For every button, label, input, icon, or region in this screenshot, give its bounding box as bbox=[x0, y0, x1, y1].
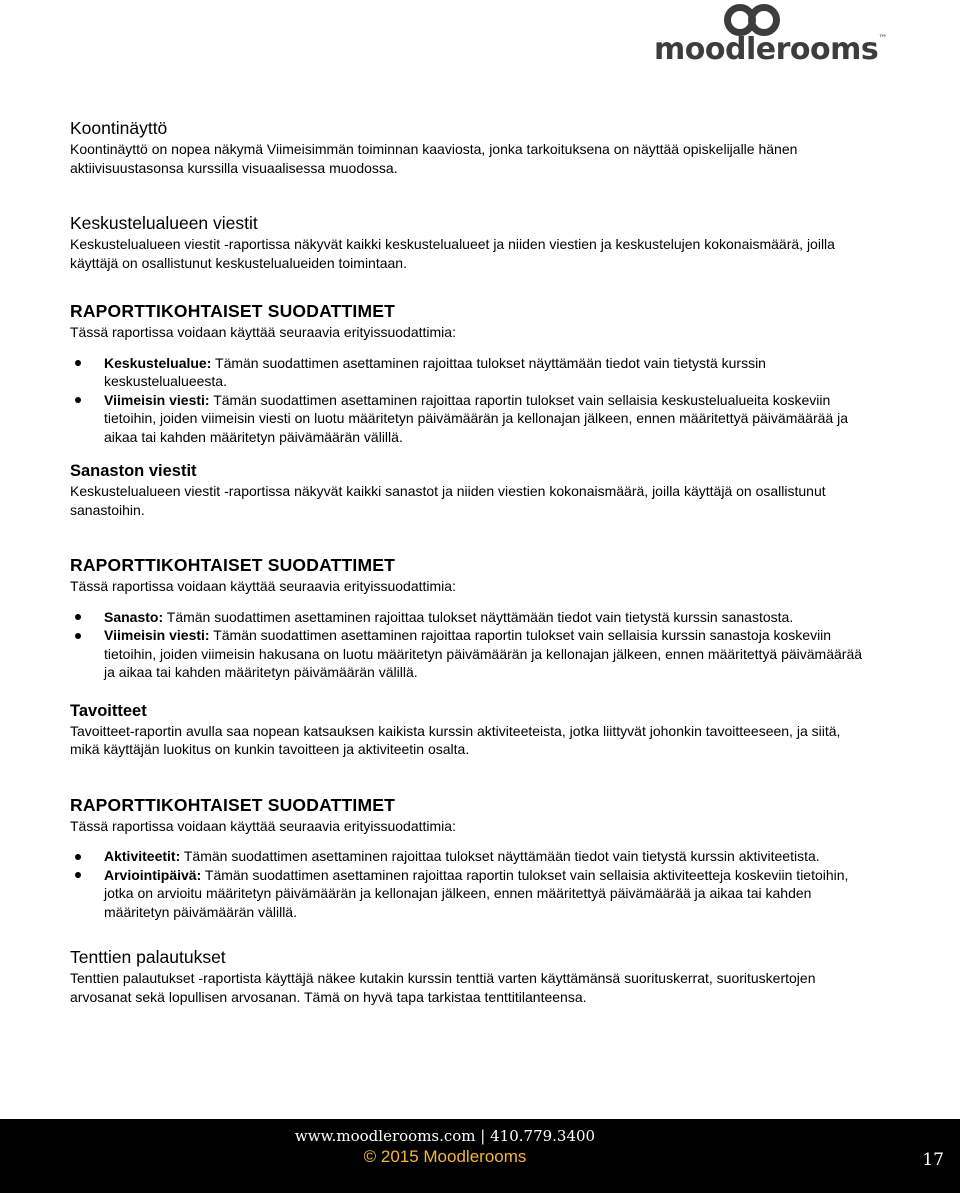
section-sanaston-viestit bbox=[70, 460, 870, 519]
section-keskustelualueen-viestit bbox=[70, 212, 870, 272]
filter-list bbox=[70, 354, 870, 447]
filter-term: Sanasto: bbox=[104, 608, 164, 625]
section-title: Sanaston viestit bbox=[70, 462, 197, 480]
filter-description: Tämän suodattimen asettaminen rajoittaa tulokset näyttämään tiedot vain tietystä kurssin keskustelualueesta. bbox=[104, 354, 766, 389]
filter-description: Tämän suodattimen asettaminen rajoittaa tulokset näyttämään tiedot vain tietystä kurssin aktiviteetista. bbox=[180, 848, 820, 864]
filter-description: Tämän suodattimen asettaminen rajoittaa raportin tulokset vain sellaisia aktiviteetteja koskeviin tietoihin, jotka on arvioitu määritetyn päivämäärän ja kellonajan jälkeen, ennen määritettyä päivämäärää ja aikaa tai kahden määritetyn päivämäärän välillä. bbox=[104, 866, 849, 920]
list-item bbox=[70, 354, 870, 391]
section-text: Tenttien palautukset -raportista käyttäjä näkee kutakin kurssin tenttiä varten käyttämänsä suorituskerrat, suorituskertojen arvosanat sekä lopullisen arvosanan. Tämä on hyvä tapa tarkistaa tenttitilanteensa. bbox=[70, 970, 816, 1005]
section-title: Tavoitteet bbox=[70, 701, 147, 720]
list-item bbox=[70, 847, 870, 866]
bullet-icon bbox=[75, 614, 81, 620]
section-koontinaytto bbox=[70, 117, 870, 177]
list-item bbox=[70, 391, 870, 447]
list-item bbox=[70, 626, 870, 682]
filter-intro: Tässä raportissa voidaan käyttää seuraavia erityissuodattimia: bbox=[70, 817, 456, 834]
bullet-icon bbox=[75, 397, 81, 403]
filter-description: Tämän suodattimen asettaminen rajoittaa raportin tulokset vain sellaisia kurssin sanastoja koskeviin tietoihin, joiden viimeisin hakusana on luotu määritetyn päivämäärän ja kellonajan jälkeen, ennen määritettyä päivämäärää ja aikaa tai kahden määritetyn päivämäärän välillä. bbox=[104, 627, 863, 680]
bullet-icon bbox=[75, 360, 81, 366]
bullet-icon bbox=[75, 633, 81, 639]
section-title: Koontinäyttö bbox=[70, 118, 168, 138]
page-footer bbox=[0, 1119, 960, 1193]
filters-section bbox=[70, 794, 870, 922]
section-title: Tenttien palautukset bbox=[70, 947, 226, 967]
section-tavoitteet bbox=[70, 700, 870, 759]
bullet-icon bbox=[75, 854, 81, 860]
moodlerooms-logo bbox=[650, 0, 887, 70]
filter-term: Arviointipäivä: bbox=[104, 866, 202, 883]
logo-wordmark: moodlerooms™ bbox=[654, 32, 887, 67]
list-item bbox=[70, 608, 870, 627]
filters-section bbox=[70, 554, 870, 682]
document-body bbox=[70, 117, 870, 1006]
bullet-icon bbox=[75, 872, 81, 878]
section-text: Koontinäyttö on nopea näkymä Viimeisimmän toiminnan kaaviosta, jonka tarkoituksena on näyttää opiskelijalle hänen aktiivisuustasonsa kurssilla visuaalisessa muodossa. bbox=[70, 141, 798, 176]
section-text: Tavoitteet-raportin avulla saa nopean katsauksen kaikista kurssin aktiviteeteista, jotka liittyvät johonkin tavoitteeseen, ja siitä, mikä käyttäjän luokitus on kunkin tavoitteen ja aktiviteetin osalta. bbox=[70, 722, 841, 757]
filter-term: Viimeisin viesti: bbox=[104, 627, 210, 643]
section-text: Keskustelualueen viestit -raportissa näkyvät kaikki keskustelualueet ja niiden viestien ja keskustelujen kokonaismäärä, joilla käyttäjä on osallistunut keskustelualueiden toimintaan. bbox=[70, 236, 835, 271]
filter-description: Tämän suodattimen asettaminen rajoittaa tulokset näyttämään tiedot vain tietystä kurssin sanastosta. bbox=[163, 608, 794, 625]
section-tenttien-palautukset bbox=[70, 946, 870, 1006]
filter-description: Tämän suodattimen asettaminen rajoittaa raportin tulokset vain sellaisia keskustelualueita koskeviin tietoihin, joiden viimeisin viesti on luotu määritetyn päivämäärän ja kellonajan jälkeen, ennen määritettyä päivämäärää ja aikaa tai kahden määritetyn päivämäärän välillä. bbox=[104, 391, 848, 445]
filter-term: Aktiviteetit: bbox=[104, 848, 181, 864]
footer-copyright: © 2015 Moodlerooms bbox=[363, 1147, 527, 1166]
section-text: Keskustelualueen viestit -raportissa näkyvät kaikki sanastot ja niiden viestien kokonaismäärä, joilla käyttäjä on osallistunut sanastoihin. bbox=[70, 483, 826, 518]
filter-term: Viimeisin viesti: bbox=[104, 391, 210, 408]
filter-heading: RAPORTTIKOHTAISET SUODATTIMET bbox=[70, 794, 395, 815]
filter-heading: RAPORTTIKOHTAISET SUODATTIMET bbox=[70, 301, 395, 321]
filter-term: Keskustelualue: bbox=[104, 354, 212, 371]
footer-contact: www.moodlerooms.com | 410.779.3400 bbox=[294, 1127, 596, 1145]
filter-intro: Tässä raportissa voidaan käyttää seuraavia erityissuodattimia: bbox=[70, 578, 456, 594]
list-item bbox=[70, 866, 870, 922]
filters-section bbox=[70, 300, 870, 446]
filter-list bbox=[70, 608, 870, 682]
filter-intro: Tässä raportissa voidaan käyttää seuraavia erityissuodattimia: bbox=[70, 324, 456, 340]
filter-list bbox=[70, 847, 870, 921]
page-number: 17 bbox=[922, 1150, 944, 1170]
filter-heading: RAPORTTIKOHTAISET SUODATTIMET bbox=[70, 555, 395, 575]
section-title: Keskustelualueen viestit bbox=[70, 213, 258, 233]
